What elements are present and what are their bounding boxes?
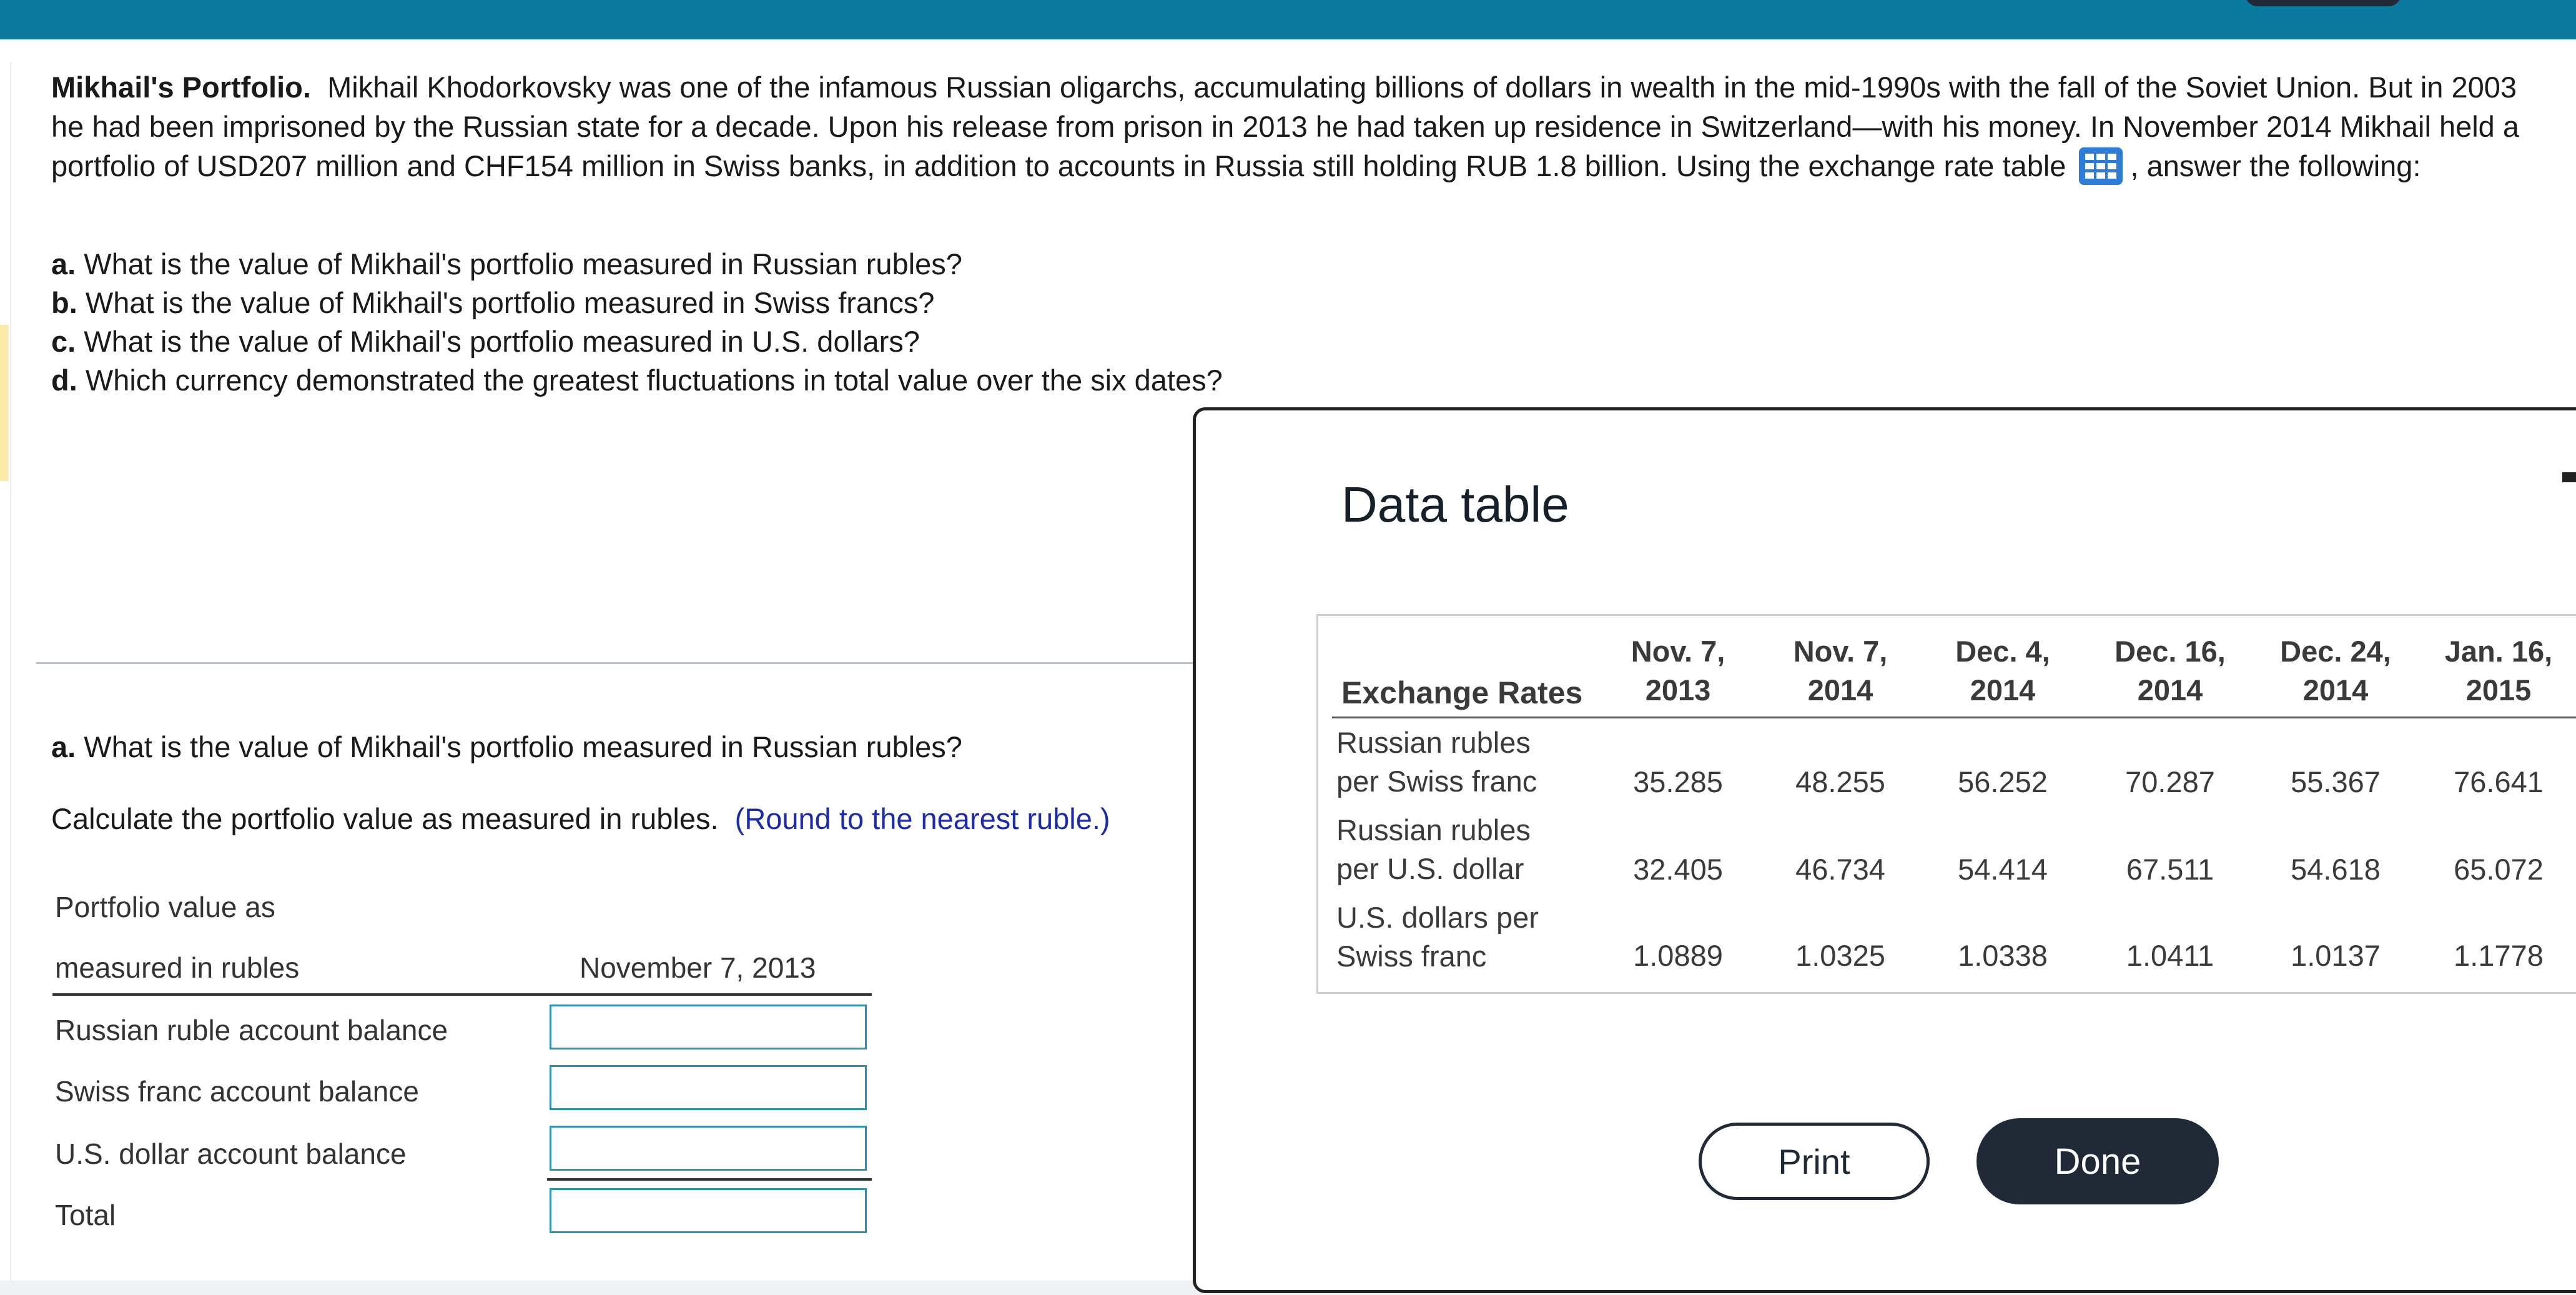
answer-header-line1: Portfolio value as — [55, 891, 275, 923]
table-cell: 1.0411 — [2126, 939, 2214, 972]
table-cell: 54.414 — [1958, 853, 2048, 886]
question-part-c: c. What is the value of Mikhail's portfolio measured in U.S. dollars? — [51, 325, 920, 358]
table-cell: 1.1778 — [2454, 939, 2544, 972]
table-cell: 1.0889 — [1633, 939, 1723, 972]
table-cell: 65.072 — [2454, 853, 2544, 886]
print-button[interactable]: Print — [1699, 1123, 1930, 1200]
question-part-b: b. What is the value of Mikhail's portfolio measured in Swiss francs? — [51, 286, 935, 319]
col-head-nov7-2013: Nov. 7, 2013 — [1631, 635, 1725, 707]
table-cell: 1.0137 — [2291, 939, 2381, 972]
table-header-rule — [1332, 717, 2576, 718]
franc-balance-input[interactable] — [550, 1065, 867, 1110]
ruble-balance-label: Russian ruble account balance — [55, 1014, 448, 1046]
table-cell: 1.0338 — [1958, 939, 2048, 972]
col-head-jan16-2015: Jan. 16, 2015 — [2444, 635, 2553, 707]
total-input[interactable] — [550, 1188, 867, 1233]
table-cell: 48.255 — [1795, 765, 1885, 798]
col-head-dec4-2014: Dec. 4, 2014 — [1955, 635, 2050, 707]
question-text — [51, 67, 2549, 187]
ruble-balance-input[interactable] — [550, 1005, 867, 1049]
col-head-dec24-2014: Dec. 24, 2014 — [2280, 635, 2391, 707]
modal-close-icon[interactable] — [2562, 472, 2576, 482]
row-label-rub-per-usd: Russian rubles per U.S. dollar — [1336, 813, 1531, 885]
question-part-d: d. Which currency demonstrated the greatest fluctuations in total value over the six dates? — [51, 364, 1223, 397]
section-divider — [36, 662, 1198, 664]
col-head-nov7-2014: Nov. 7, 2014 — [1793, 635, 1888, 707]
table-cell: 46.734 — [1795, 853, 1885, 886]
table-cell: 55.367 — [2291, 765, 2381, 798]
question-part-a: a. What is the value of Mikhail's portfolio measured in Russian rubles? — [51, 247, 962, 280]
table-cell: 35.285 — [1633, 765, 1723, 798]
done-button[interactable]: Done — [1976, 1118, 2219, 1204]
left-accent-strip — [0, 325, 9, 481]
instruction: Calculate the portfolio value as measured in rubles. (Round to the nearest ruble.) — [51, 802, 1110, 835]
question-body: Mikhail Khodorkovsky was one of the infamous Russian oligarchs, accumulating billions of dollars in wealth in the mid-1990s with the fall of the Soviet Union. But in 2003 he had been imprisoned by the Russian state for a decade. Upon his release from prison in 2013 he had taken up residence in Switzerland—with his money. In November 2014 Mikhail held a portfolio of USD207 million and CHF154 million in Swiss banks, in addition to accounts in Russia still holding RUB 1.8 billion. Using the exchange rate table — [51, 71, 2520, 182]
table-cell: 70.287 — [2125, 765, 2215, 798]
table-cell: 56.252 — [1958, 765, 2048, 798]
col-head-dec16-2014: Dec. 16, 2014 — [2115, 635, 2226, 707]
table-cell: 67.511 — [2126, 853, 2214, 886]
dollar-balance-label: U.S. dollar account balance — [55, 1138, 407, 1170]
row-label-usd-per-chf: U.S. dollars per Swiss franc — [1336, 901, 1539, 973]
sum-rule — [547, 1178, 872, 1181]
franc-balance-label: Swiss franc account balance — [55, 1075, 419, 1108]
top-bar-button[interactable] — [2245, 0, 2401, 6]
top-bar — [0, 0, 2576, 39]
modal-title: Data table — [1341, 477, 1569, 532]
answer-date-header: November 7, 2013 — [580, 951, 816, 984]
left-border-rule — [10, 62, 11, 1281]
question-parts — [51, 245, 1223, 400]
table-cell: 32.405 — [1633, 853, 1723, 886]
question-title: Mikhail's Portfolio. — [51, 71, 311, 104]
answer-header-rule — [52, 993, 872, 996]
table-cell: 76.641 — [2454, 765, 2544, 798]
question-body-end: , answer the following: — [2130, 149, 2421, 182]
table-cell: 54.618 — [2291, 853, 2381, 886]
answer-header-line2: measured in rubles — [55, 951, 300, 984]
rounding-hint: (Round to the nearest ruble.) — [734, 802, 1110, 835]
grid-table-icon[interactable] — [2079, 147, 2123, 185]
total-label: Total — [55, 1199, 116, 1231]
row-header: Exchange Rates — [1341, 675, 1583, 710]
dollar-balance-input[interactable] — [550, 1126, 867, 1171]
row-label-rub-per-chf: Russian rubles per Swiss franc — [1336, 726, 1537, 798]
table-cell: 1.0325 — [1795, 939, 1885, 972]
sub-question: a. What is the value of Mikhail's portfolio measured in Russian rubles? — [51, 730, 962, 763]
